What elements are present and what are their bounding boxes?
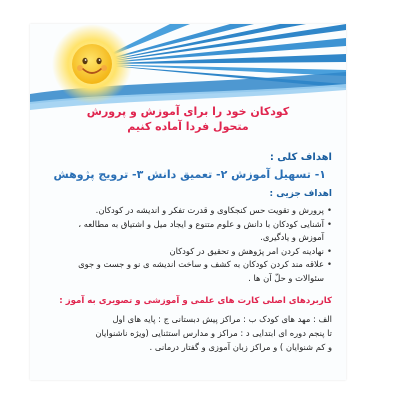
applications-line: تا پنجم دوره ای ابتدایی د : مراکز و مدارس استثنایی (ویژه ناشنوایان (95, 328, 332, 338)
list-item: • علاقه مند کردن کودکان به کشف و ساخت اندیشه ی نو و جست و جوی (42, 258, 332, 272)
applications-text (38, 312, 332, 354)
list-item: • پرورش و تقویت حس کنجکاوی و قدرت تفکر و اندیشه در کودکان. (42, 204, 332, 218)
applications-line: و کم شنوایان ) و مراکز زبان آموزی و گفتار درمانی . (149, 342, 332, 352)
partial-goals-heading: اهداف جزیی : (269, 189, 332, 199)
general-goals-heading: اهداف کلی : (269, 152, 332, 163)
educational-card (30, 24, 346, 380)
list-item-continuation: آموزش و یادگیری. (260, 232, 324, 242)
applications-line: الف : مهد های کودک ب : مراکز پیش دبستانی ج : پایه های اول (112, 314, 332, 324)
slogan (48, 104, 328, 134)
list-item: • نهادینه کردن امر پژوهش و تحقیق در کودکان (42, 245, 332, 259)
list-item: • آشنایی کودکان با دانش و علوم متنوع و ایجاد میل و اشتیاق به مطالعه ، (42, 218, 332, 232)
slogan-line-1: کودکان خود را برای آموزش و پرورش (86, 105, 290, 118)
applications-heading: کاربردهای اصلی کارت های علمی و آموزشی و تصویری به آموز : (59, 296, 332, 306)
header-illustration (30, 24, 346, 116)
list-item-continuation: سئوالات و حلّ آن ها . (248, 272, 324, 283)
slogan-line-2: متحول فردا آماده کنیم (127, 120, 249, 133)
general-goals: ۱- تسهیل آموزش ۲- تعمیق دانش ۳- ترویج پژوهش (53, 168, 326, 181)
sun-mascot-icon (52, 24, 132, 104)
partial-goals-list (42, 204, 332, 285)
